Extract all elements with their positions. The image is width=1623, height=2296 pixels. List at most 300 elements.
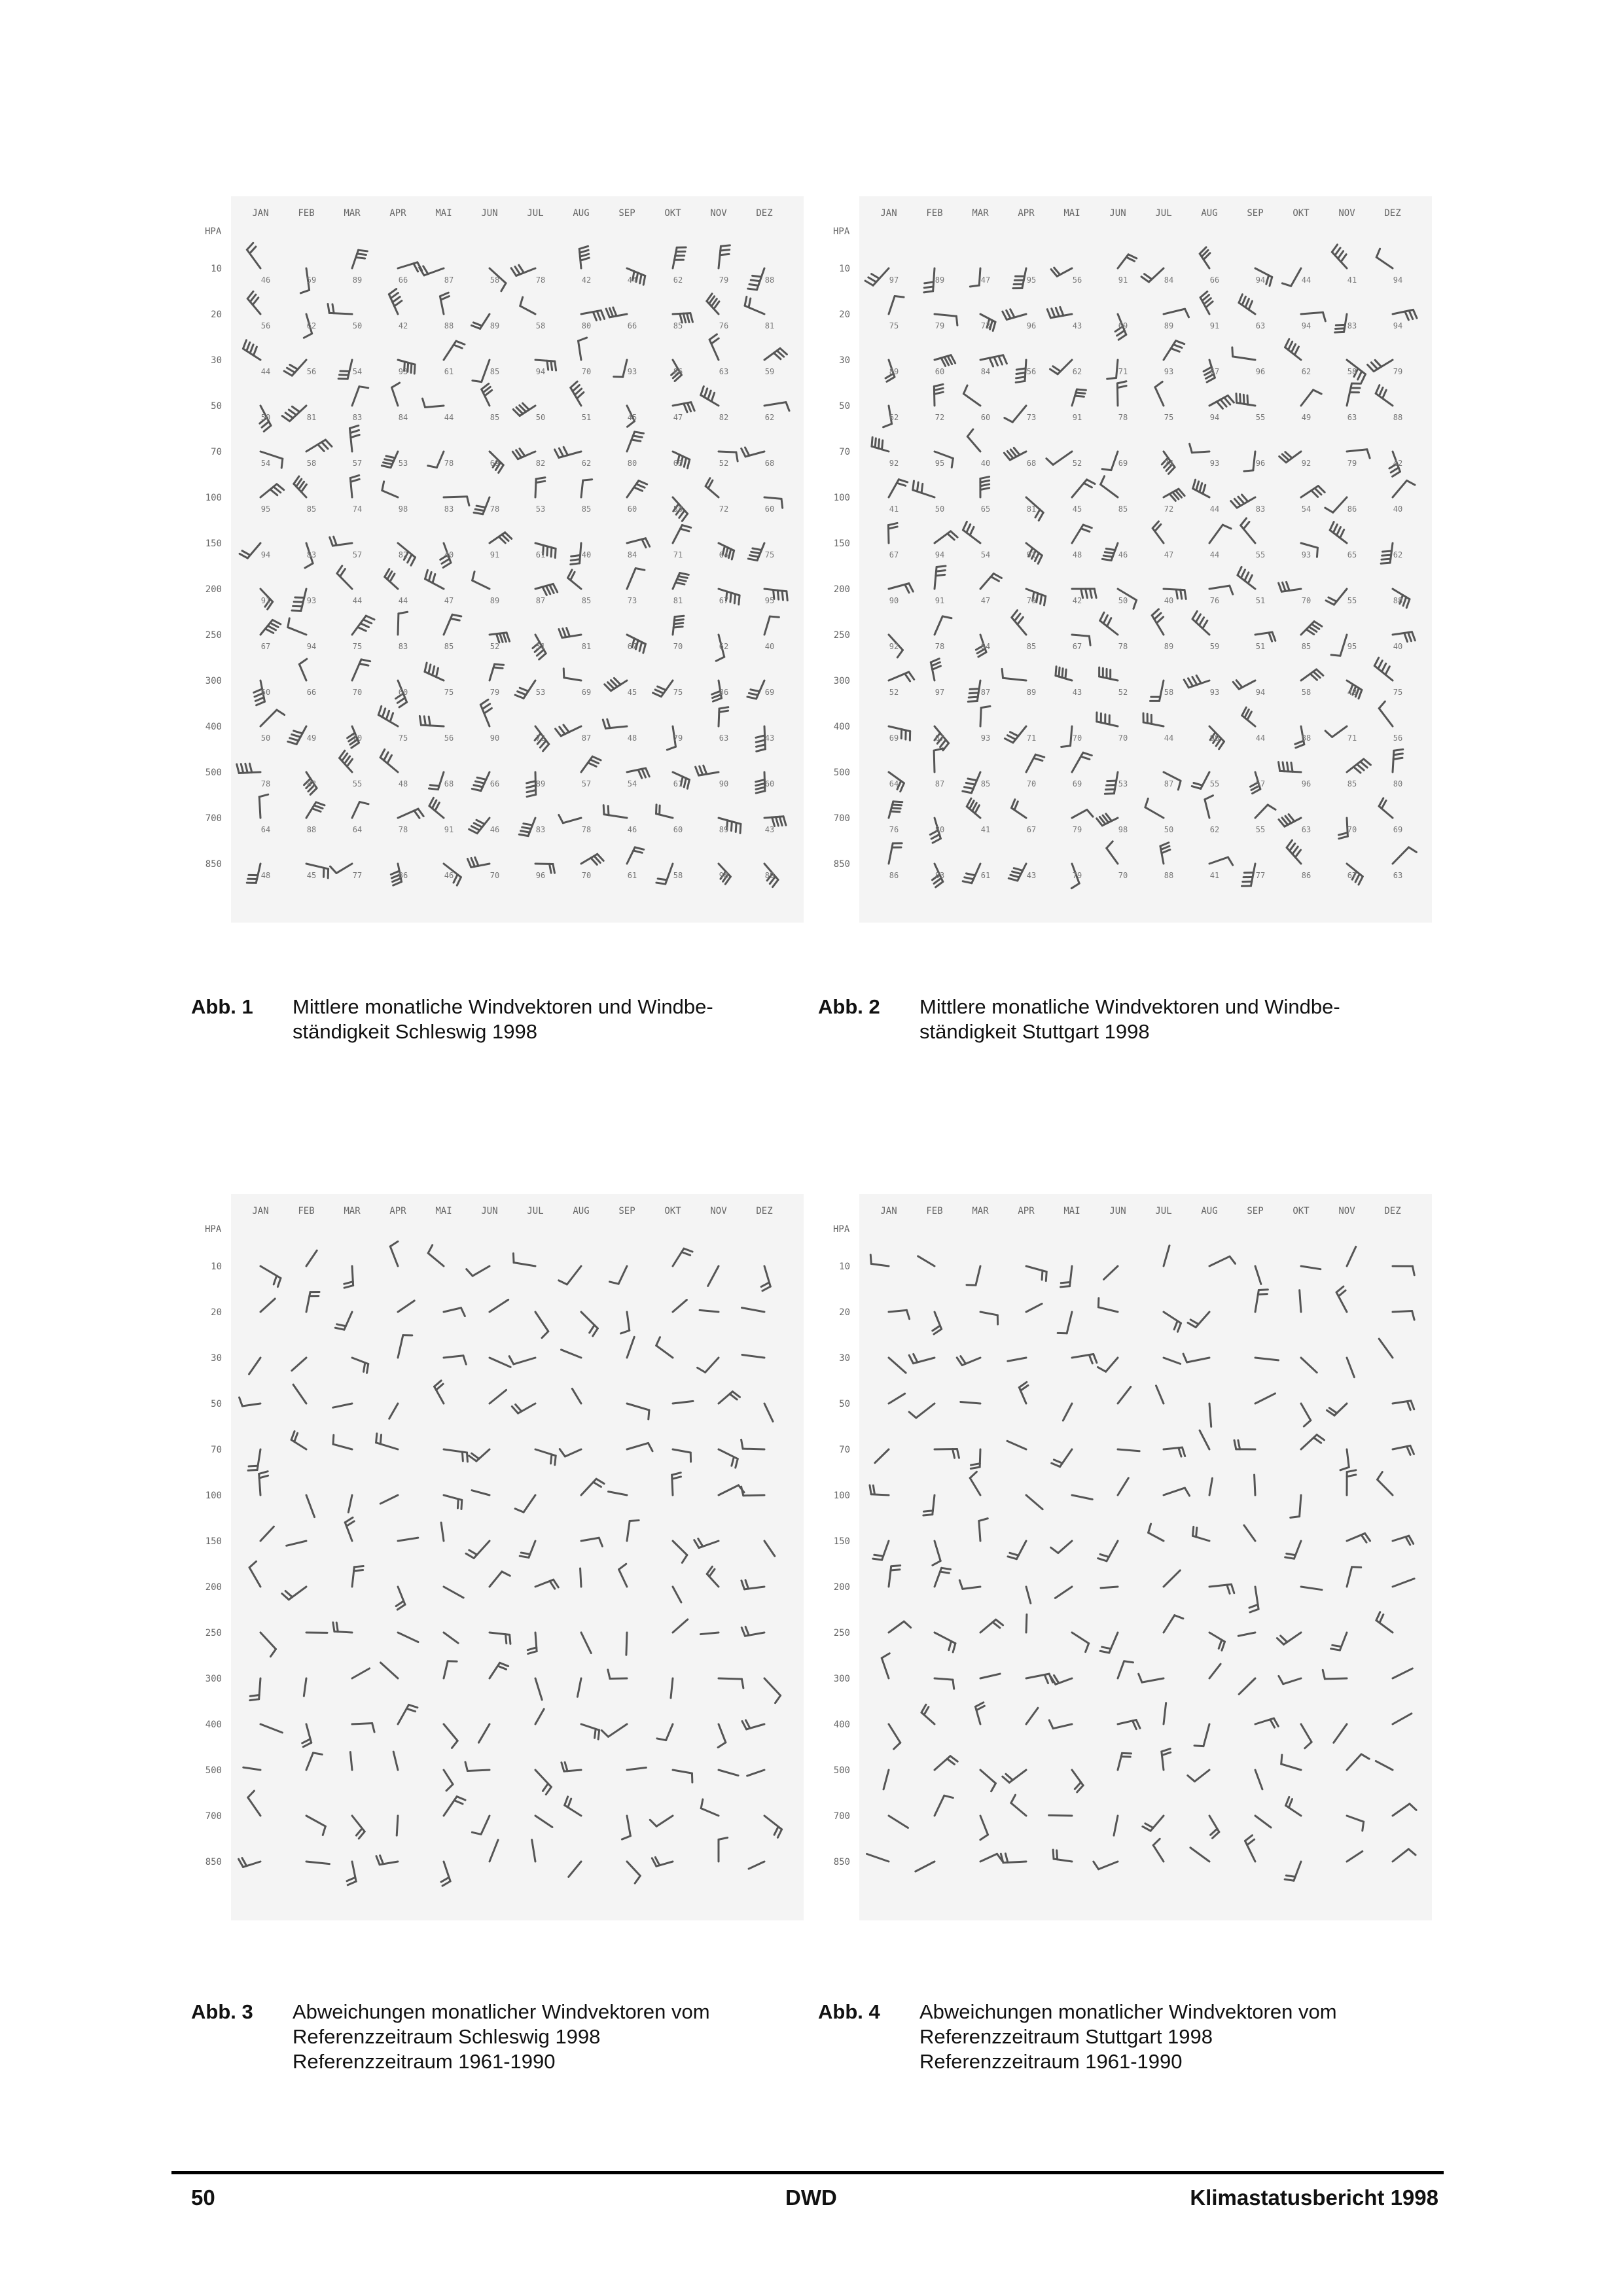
footer-publication-title: Klimastatusbericht 1998 — [1190, 2185, 1438, 2210]
steadiness-value: 87 — [1164, 779, 1174, 788]
month-label: JUL — [527, 1206, 544, 1216]
pressure-level-label: 400 — [205, 1720, 222, 1730]
steadiness-value: 67 — [260, 642, 271, 651]
steadiness-value: 93 — [306, 596, 317, 605]
steadiness-value: 96 — [535, 871, 546, 880]
steadiness-value: 86 — [1347, 504, 1357, 514]
steadiness-value: 97 — [935, 688, 945, 697]
figure-4-wind-chart — [827, 1188, 1435, 1924]
steadiness-value: 64 — [719, 550, 729, 559]
month-label: APR — [389, 1206, 406, 1216]
month-label: OKT — [1293, 208, 1310, 219]
steadiness-value: 75 — [1393, 688, 1403, 697]
figure-2-caption-line: Mittlere monatliche Windvektoren und Windbe- — [919, 995, 1340, 1018]
steadiness-value: 66 — [490, 779, 500, 788]
steadiness-value: 43 — [1072, 688, 1082, 697]
steadiness-value: 93 — [627, 367, 637, 376]
steadiness-value: 55 — [1347, 596, 1357, 605]
steadiness-value: 55 — [1255, 550, 1266, 559]
steadiness-value: 85 — [673, 321, 683, 330]
steadiness-value: 79 — [490, 688, 500, 697]
figure-background — [859, 1194, 1432, 1920]
steadiness-value: 74 — [1164, 459, 1174, 468]
steadiness-value: 69 — [1072, 779, 1082, 788]
steadiness-value: 50 — [260, 733, 271, 743]
steadiness-value: 87 — [444, 275, 454, 285]
steadiness-value: 67 — [889, 550, 899, 559]
steadiness-value: 85 — [581, 504, 592, 514]
figure-background — [859, 196, 1432, 923]
pressure-level-label: 20 — [211, 1307, 222, 1318]
steadiness-value: 44 — [1255, 733, 1266, 743]
steadiness-value: 70 — [581, 367, 592, 376]
steadiness-value: 82 — [719, 413, 729, 422]
steadiness-value: 70 — [581, 871, 592, 880]
figure-2-label: Abb. 2 — [818, 995, 880, 1018]
steadiness-value: 56 — [1072, 275, 1082, 285]
month-label: AUG — [1201, 208, 1218, 219]
month-label: JUN — [481, 208, 498, 219]
steadiness-value: 44 — [1209, 550, 1220, 559]
steadiness-value: 43 — [1026, 871, 1037, 880]
steadiness-value: 63 — [719, 733, 729, 743]
steadiness-value: 69 — [1393, 825, 1403, 834]
steadiness-value: 78 — [444, 459, 454, 468]
steadiness-value: 76 — [889, 825, 899, 834]
pressure-level-label: 500 — [833, 768, 850, 778]
steadiness-value: 89 — [1164, 321, 1174, 330]
pressure-level-label: 700 — [205, 1811, 222, 1822]
steadiness-value: 67 — [1072, 642, 1082, 651]
steadiness-value: 47 — [673, 413, 683, 422]
steadiness-value: 67 — [1209, 367, 1220, 376]
steadiness-value: 53 — [1118, 779, 1128, 788]
steadiness-value: 62 — [889, 413, 899, 422]
steadiness-value: 50 — [535, 413, 546, 422]
steadiness-value: 85 — [444, 642, 454, 651]
pressure-level-label: 50 — [211, 401, 222, 412]
steadiness-value: 60 — [980, 413, 991, 422]
steadiness-value: 75 — [673, 688, 683, 697]
steadiness-value: 89 — [535, 779, 546, 788]
wind-barb — [1026, 1614, 1027, 1633]
steadiness-value: 80 — [935, 825, 945, 834]
footer-organization: DWD — [785, 2185, 837, 2210]
steadiness-value: 55 — [1255, 825, 1266, 834]
steadiness-value: 85 — [306, 504, 317, 514]
wind-barb — [1101, 1587, 1118, 1588]
steadiness-value: 40 — [1393, 642, 1403, 651]
steadiness-value: 83 — [306, 550, 317, 559]
steadiness-value: 77 — [352, 871, 363, 880]
steadiness-value: 71 — [1347, 733, 1357, 743]
steadiness-value: 86 — [889, 871, 899, 880]
month-label: JAN — [880, 1206, 897, 1216]
figure-1-wind-chart — [198, 190, 807, 926]
steadiness-value: 56 — [306, 367, 317, 376]
steadiness-value: 88 — [1393, 596, 1403, 605]
steadiness-value: 78 — [935, 642, 945, 651]
steadiness-value: 90 — [490, 733, 500, 743]
steadiness-value: 41 — [980, 825, 991, 834]
steadiness-value: 58 — [673, 871, 683, 880]
steadiness-value: 42 — [1072, 596, 1082, 605]
steadiness-value: 54 — [352, 367, 363, 376]
steadiness-value: 52 — [490, 642, 500, 651]
steadiness-value: 73 — [627, 596, 637, 605]
steadiness-value: 78 — [535, 275, 546, 285]
steadiness-value: 64 — [889, 779, 899, 788]
level-header: HPA — [833, 1224, 850, 1235]
steadiness-value: 40 — [1164, 596, 1174, 605]
month-label: DEZ — [756, 208, 773, 219]
pressure-level-label: 400 — [833, 1720, 850, 1730]
steadiness-value: 59 — [306, 275, 317, 285]
steadiness-value: 68 — [764, 459, 775, 468]
figure-1-label: Abb. 1 — [191, 995, 253, 1018]
steadiness-value: 76 — [719, 321, 729, 330]
month-label: JAN — [880, 208, 897, 219]
steadiness-value: 57 — [352, 550, 363, 559]
steadiness-value: 87 — [535, 596, 546, 605]
steadiness-value: 84 — [1164, 275, 1174, 285]
steadiness-value: 50 — [260, 413, 271, 422]
pressure-level-label: 500 — [205, 768, 222, 778]
steadiness-value: 94 — [260, 550, 271, 559]
steadiness-value: 50 — [1164, 825, 1174, 834]
steadiness-value: 70 — [490, 871, 500, 880]
steadiness-value: 78 — [260, 779, 271, 788]
steadiness-value: 91 — [1072, 413, 1082, 422]
steadiness-value: 80 — [581, 321, 592, 330]
steadiness-value: 44 — [1301, 275, 1311, 285]
steadiness-value: 67 — [1026, 825, 1037, 834]
steadiness-value: 41 — [1209, 871, 1220, 880]
steadiness-value: 79 — [1026, 596, 1037, 605]
steadiness-value: 90 — [889, 596, 899, 605]
steadiness-value: 45 — [306, 871, 317, 880]
figure-3-wind-chart — [198, 1188, 807, 1924]
level-header: HPA — [205, 1224, 222, 1235]
steadiness-value: 81 — [306, 413, 317, 422]
steadiness-value: 70 — [1347, 825, 1357, 834]
level-header: HPA — [205, 226, 222, 237]
month-label: AUG — [573, 208, 590, 219]
steadiness-value: 98 — [1209, 733, 1220, 743]
steadiness-value: 48 — [260, 871, 271, 880]
steadiness-value: 69 — [764, 688, 775, 697]
steadiness-value: 62 — [764, 413, 775, 422]
pressure-level-label: 50 — [211, 1399, 222, 1409]
steadiness-value: 69 — [581, 688, 592, 697]
pressure-level-label: 700 — [833, 813, 850, 824]
steadiness-value: 58 — [490, 275, 500, 285]
pressure-level-label: 100 — [205, 493, 222, 503]
steadiness-value: 84 — [980, 642, 991, 651]
steadiness-value: 59 — [1209, 642, 1220, 651]
steadiness-value: 87 — [980, 688, 991, 697]
steadiness-value: 93 — [1209, 459, 1220, 468]
steadiness-value: 53 — [535, 504, 546, 514]
steadiness-value: 94 — [1255, 688, 1266, 697]
pressure-level-label: 700 — [205, 813, 222, 824]
pressure-level-label: 250 — [833, 1628, 850, 1638]
steadiness-value: 89 — [490, 321, 500, 330]
steadiness-value: 98 — [398, 504, 408, 514]
pressure-level-label: 400 — [205, 722, 222, 732]
month-label: SEP — [1247, 208, 1264, 219]
steadiness-value: 91 — [444, 825, 454, 834]
steadiness-value: 95 — [1347, 642, 1357, 651]
steadiness-value: 67 — [1347, 871, 1357, 880]
steadiness-value: 95 — [1026, 275, 1037, 285]
steadiness-value: 46 — [627, 825, 637, 834]
figure-2-svg — [827, 190, 1435, 926]
steadiness-value: 46 — [490, 825, 500, 834]
pressure-level-label: 500 — [205, 1765, 222, 1776]
steadiness-value: 92 — [889, 642, 899, 651]
steadiness-value: 55 — [1255, 413, 1266, 422]
figure-background — [231, 1194, 804, 1920]
steadiness-value: 56 — [444, 733, 454, 743]
steadiness-value: 74 — [352, 504, 363, 514]
steadiness-value: 91 — [260, 596, 271, 605]
steadiness-value: 48 — [398, 779, 408, 788]
steadiness-value: 54 — [980, 550, 991, 559]
pressure-level-label: 300 — [205, 676, 222, 686]
steadiness-value: 72 — [935, 413, 945, 422]
month-label: OKT — [664, 208, 681, 219]
steadiness-value: 42 — [1393, 459, 1403, 468]
steadiness-value: 98 — [719, 871, 729, 880]
pressure-level-label: 500 — [833, 1765, 850, 1776]
steadiness-value: 82 — [398, 550, 408, 559]
pressure-level-label: 850 — [833, 1857, 850, 1867]
month-label: SEP — [1247, 1206, 1264, 1216]
steadiness-value: 85 — [490, 413, 500, 422]
steadiness-value: 46 — [444, 871, 454, 880]
pressure-level-label: 400 — [833, 722, 850, 732]
steadiness-value: 96 — [1255, 459, 1266, 468]
steadiness-value: 66 — [1209, 275, 1220, 285]
steadiness-value: 83 — [352, 413, 363, 422]
steadiness-value: 42 — [398, 321, 408, 330]
month-label: MAR — [344, 208, 361, 219]
steadiness-value: 85 — [1118, 504, 1128, 514]
steadiness-value: 44 — [444, 413, 454, 422]
pressure-level-label: 150 — [833, 1536, 850, 1547]
steadiness-value: 60 — [673, 825, 683, 834]
steadiness-value: 63 — [1347, 413, 1357, 422]
steadiness-value: 51 — [535, 642, 546, 651]
steadiness-value: 76 — [1209, 596, 1220, 605]
month-label: DEZ — [1384, 208, 1401, 219]
steadiness-value: 44 — [627, 275, 637, 285]
steadiness-value: 58 — [1164, 688, 1174, 697]
steadiness-value: 68 — [444, 779, 454, 788]
month-label: AUG — [1201, 1206, 1218, 1216]
figure-3-label: Abb. 3 — [191, 2000, 253, 2023]
figure-3-svg — [198, 1188, 807, 1924]
steadiness-value: 62 — [1209, 825, 1220, 834]
steadiness-value: 96 — [1255, 367, 1266, 376]
steadiness-value: 46 — [1118, 550, 1128, 559]
steadiness-value: 44 — [260, 367, 271, 376]
steadiness-value: 77 — [1255, 871, 1266, 880]
steadiness-value: 97 — [889, 275, 899, 285]
pressure-level-label: 70 — [839, 447, 850, 457]
steadiness-value: 86 — [719, 688, 729, 697]
month-label: FEB — [298, 208, 315, 219]
month-label: APR — [1018, 1206, 1035, 1216]
steadiness-value: 95 — [764, 596, 775, 605]
steadiness-value: 89 — [1026, 688, 1037, 697]
month-label: NOV — [710, 1206, 727, 1216]
steadiness-value: 47 — [980, 275, 991, 285]
steadiness-value: 75 — [1164, 413, 1174, 422]
steadiness-value: 45 — [1072, 504, 1082, 514]
steadiness-value: 75 — [398, 733, 408, 743]
pressure-level-label: 30 — [839, 1353, 850, 1364]
steadiness-value: 67 — [935, 733, 945, 743]
figure-1-svg — [198, 190, 807, 926]
steadiness-value: 94 — [306, 642, 317, 651]
month-label: DEZ — [1384, 1206, 1401, 1216]
steadiness-value: 94 — [935, 550, 945, 559]
figure-4-label: Abb. 4 — [818, 2000, 880, 2023]
figure-3-caption-line: Referenzzeitraum 1961-1990 — [293, 2050, 556, 2073]
steadiness-value: 65 — [1347, 550, 1357, 559]
steadiness-value: 79 — [1072, 871, 1082, 880]
steadiness-value: 84 — [627, 550, 637, 559]
steadiness-value: 52 — [719, 459, 729, 468]
steadiness-value: 93 — [398, 367, 408, 376]
steadiness-value: 83 — [444, 504, 454, 514]
steadiness-value: 56 — [1026, 367, 1037, 376]
steadiness-value: 96 — [1026, 321, 1037, 330]
steadiness-value: 83 — [935, 871, 945, 880]
steadiness-value: 92 — [1301, 459, 1311, 468]
steadiness-value: 85 — [1026, 642, 1037, 651]
steadiness-value: 52 — [889, 688, 899, 697]
pressure-level-label: 250 — [833, 630, 850, 641]
month-label: FEB — [298, 1206, 315, 1216]
pressure-level-label: 850 — [205, 859, 222, 870]
pressure-level-label: 300 — [833, 1674, 850, 1684]
steadiness-value: 66 — [306, 688, 317, 697]
pressure-level-label: 10 — [839, 1262, 850, 1272]
month-label: JAN — [252, 1206, 269, 1216]
steadiness-value: 90 — [719, 779, 729, 788]
steadiness-value: 62 — [306, 321, 317, 330]
steadiness-value: 43 — [1072, 321, 1082, 330]
steadiness-value: 65 — [980, 504, 991, 514]
figure-4-caption-line: Referenzzeitraum 1961-1990 — [919, 2050, 1183, 2073]
steadiness-value: 62 — [1301, 367, 1311, 376]
steadiness-value: 94 — [535, 367, 546, 376]
steadiness-value: 54 — [1301, 504, 1311, 514]
steadiness-value: 60 — [260, 688, 271, 697]
steadiness-value: 52 — [1072, 459, 1082, 468]
steadiness-value: 88 — [1164, 871, 1174, 880]
month-label: JUL — [527, 208, 544, 219]
month-label: FEB — [926, 208, 943, 219]
month-label: MAI — [1063, 208, 1080, 219]
steadiness-value: 44 — [1164, 733, 1174, 743]
steadiness-value: 72 — [719, 504, 729, 514]
steadiness-value: 70 — [352, 733, 363, 743]
steadiness-value: 45 — [627, 688, 637, 697]
pressure-level-label: 20 — [839, 1307, 850, 1318]
steadiness-value: 54 — [627, 779, 637, 788]
steadiness-value: 91 — [1209, 321, 1220, 330]
month-label: SEP — [618, 1206, 635, 1216]
steadiness-value: 72 — [535, 733, 546, 743]
wind-barb — [626, 1633, 627, 1655]
steadiness-value: 96 — [1301, 779, 1311, 788]
steadiness-value: 78 — [1118, 642, 1128, 651]
steadiness-value: 88 — [306, 825, 317, 834]
steadiness-value: 94 — [1393, 321, 1403, 330]
steadiness-value: 63 — [1393, 871, 1403, 880]
figure-background — [231, 196, 804, 923]
figure-3-caption-line: Referenzzeitraum Schleswig 1998 — [293, 2025, 601, 2048]
month-label: OKT — [664, 1206, 681, 1216]
steadiness-value: 69 — [1118, 459, 1128, 468]
steadiness-value: 78 — [581, 825, 592, 834]
month-label: APR — [1018, 208, 1035, 219]
steadiness-value: 47 — [1164, 550, 1174, 559]
steadiness-value: 70 — [1118, 733, 1128, 743]
pressure-level-label: 250 — [205, 1628, 222, 1638]
steadiness-value: 89 — [719, 825, 729, 834]
pressure-level-label: 30 — [211, 1353, 222, 1364]
steadiness-value: 79 — [935, 321, 945, 330]
steadiness-value: 93 — [1209, 688, 1220, 697]
pressure-level-label: 70 — [839, 1445, 850, 1455]
figure-4-caption-line: Abweichungen monatlicher Windvektoren vom — [919, 2000, 1337, 2023]
pressure-level-label: 100 — [833, 493, 850, 503]
pressure-level-label: 150 — [205, 1536, 222, 1547]
steadiness-value: 51 — [1255, 642, 1266, 651]
steadiness-value: 61 — [627, 871, 637, 880]
steadiness-value: 69 — [1118, 321, 1128, 330]
steadiness-value: 62 — [581, 459, 592, 468]
figure-3-caption-line: Abweichungen monatlicher Windvektoren vom — [293, 2000, 710, 2023]
steadiness-value: 60 — [398, 688, 408, 697]
figure-2-caption-line: ständigkeit Stuttgart 1998 — [919, 1020, 1150, 1043]
steadiness-value: 98 — [1118, 825, 1128, 834]
steadiness-value: 86 — [1301, 871, 1311, 880]
pressure-level-label: 300 — [833, 676, 850, 686]
steadiness-value: 56 — [1393, 733, 1403, 743]
steadiness-value: 70 — [352, 688, 363, 697]
steadiness-value: 94 — [1393, 275, 1403, 285]
month-label: MAR — [972, 1206, 989, 1216]
steadiness-value: 78 — [490, 504, 500, 514]
steadiness-value: 67 — [719, 596, 729, 605]
month-label: MAI — [435, 208, 452, 219]
wind-barb — [397, 1816, 398, 1835]
steadiness-value: 91 — [935, 596, 945, 605]
pressure-level-label: 70 — [211, 447, 222, 457]
steadiness-value: 71 — [1026, 733, 1037, 743]
steadiness-value: 73 — [980, 321, 991, 330]
steadiness-value: 58 — [673, 504, 683, 514]
steadiness-value: 79 — [1393, 367, 1403, 376]
steadiness-value: 81 — [581, 642, 592, 651]
steadiness-value: 60 — [764, 504, 775, 514]
